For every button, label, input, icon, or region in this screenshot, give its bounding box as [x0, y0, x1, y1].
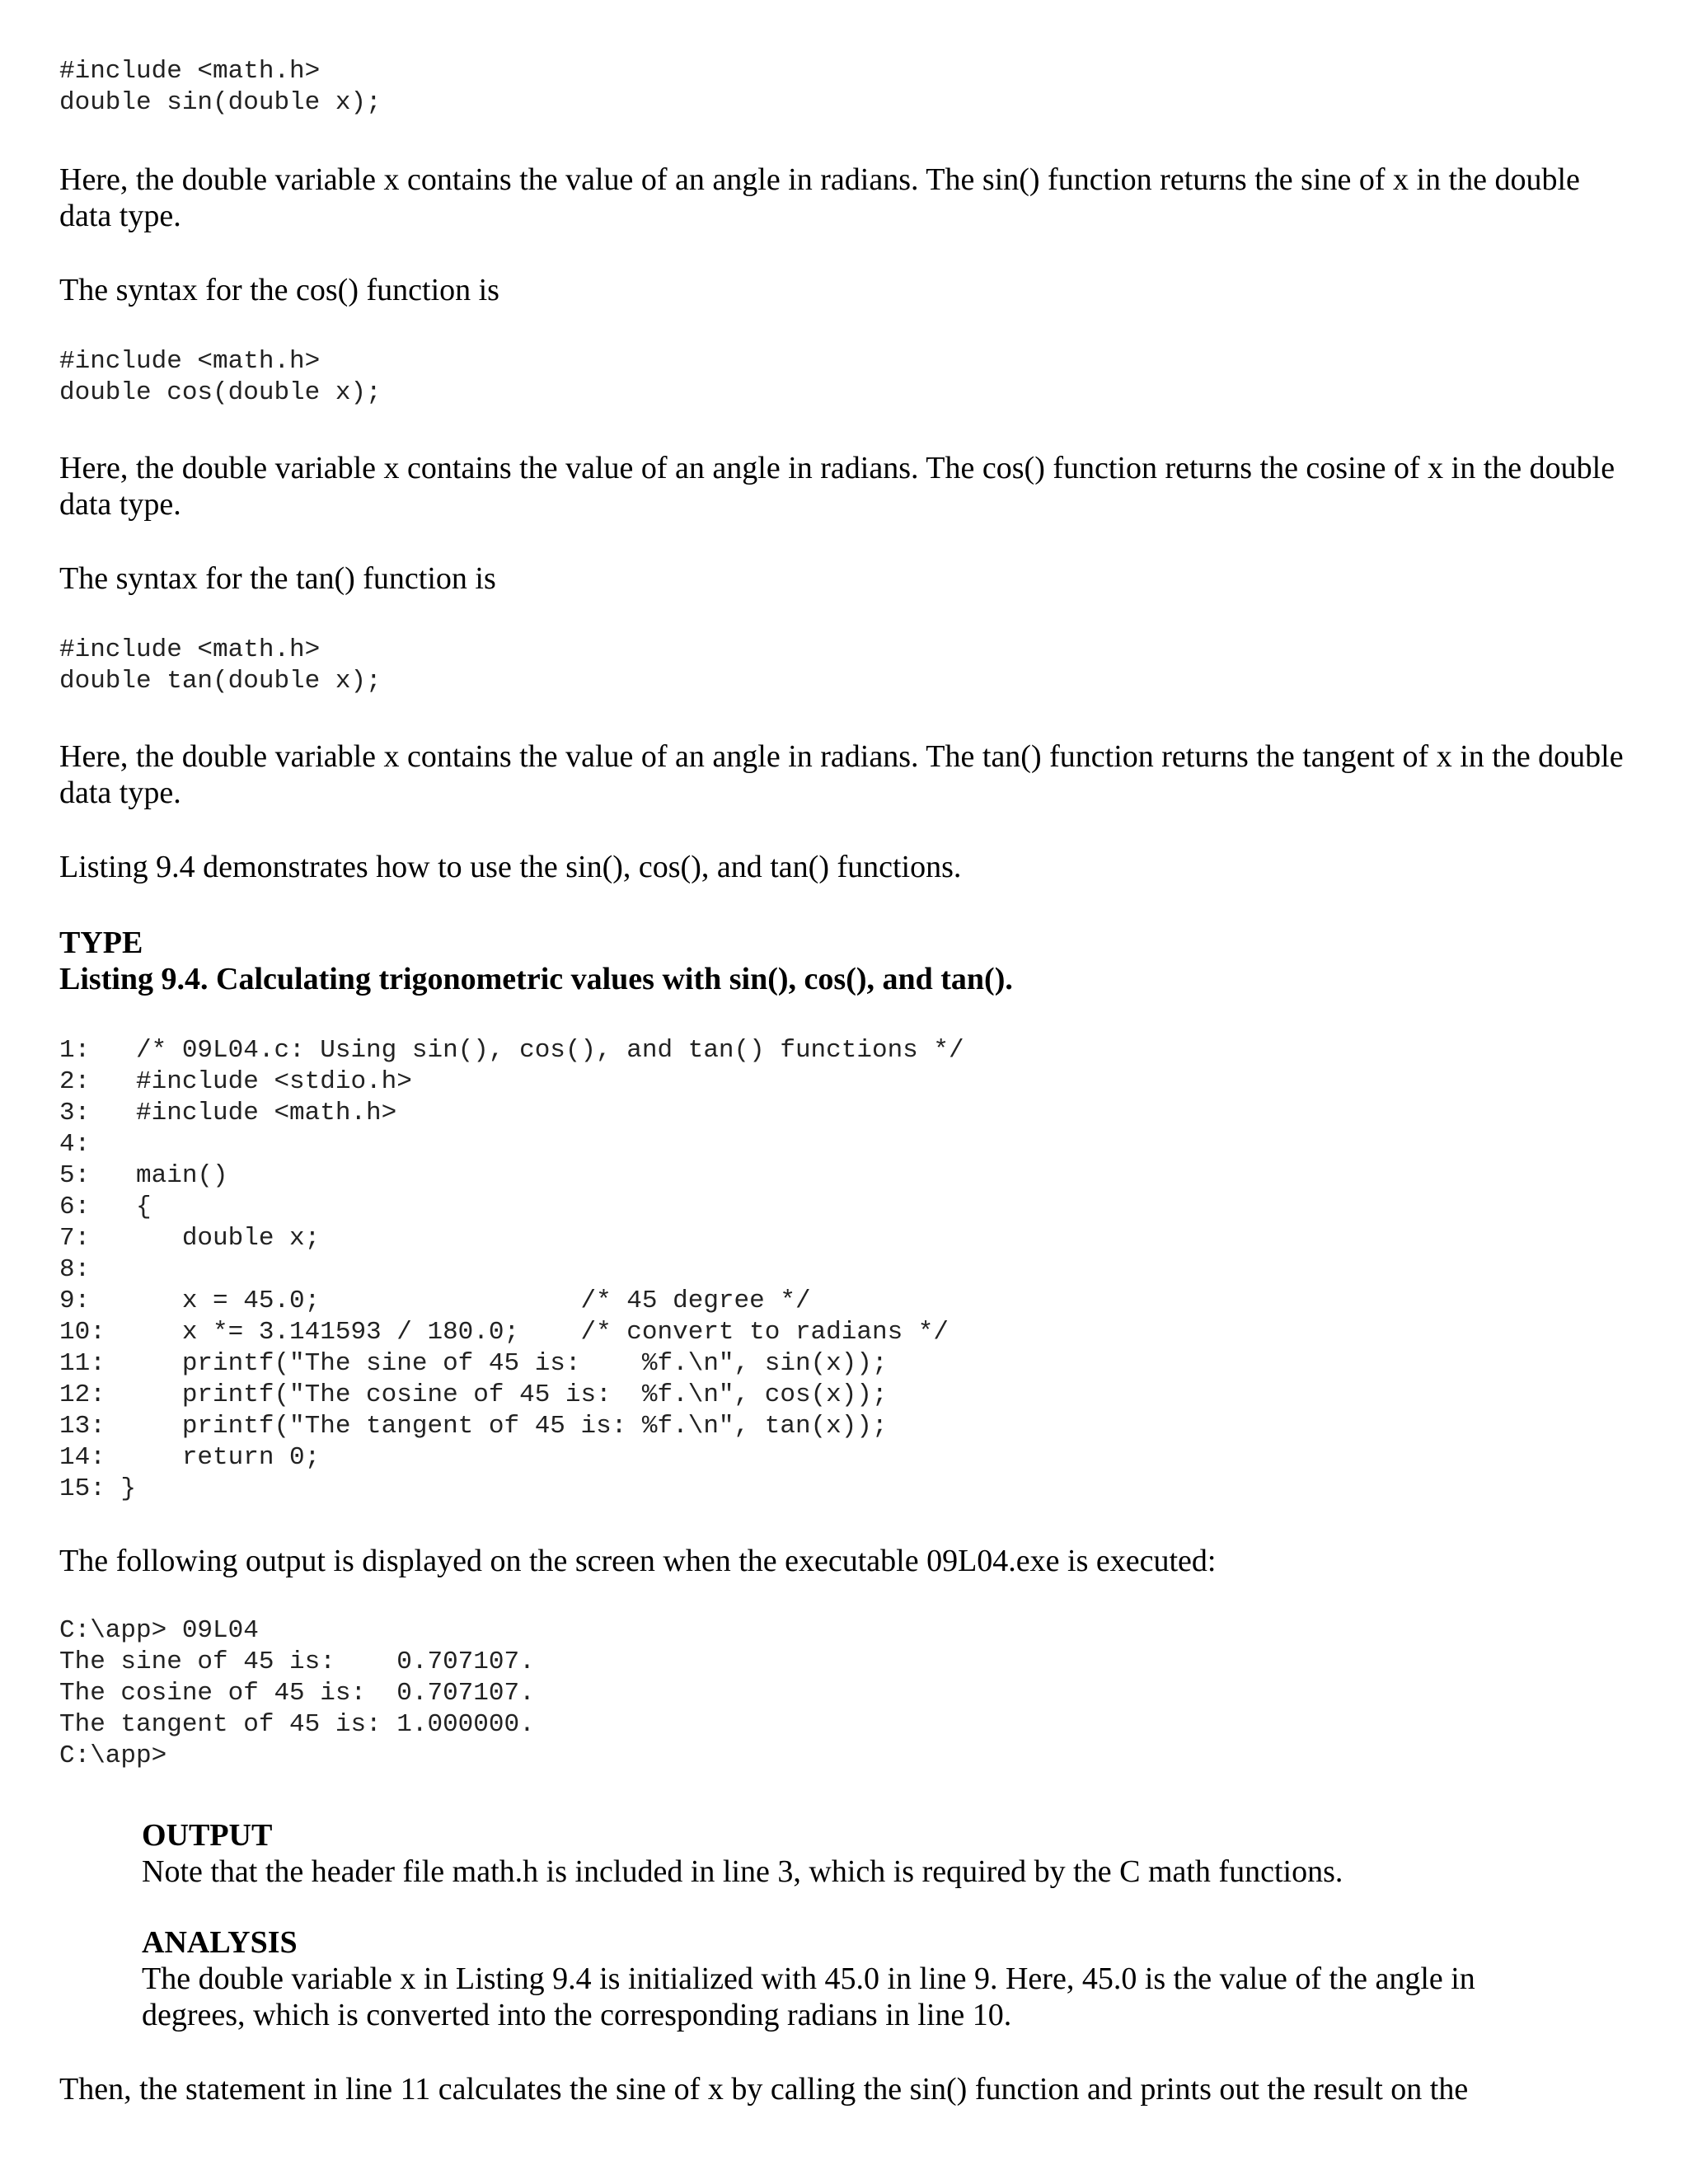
type-label: TYPE [59, 926, 143, 960]
analysis-text: The double variable x in Listing 9.4 is initialized with 45.0 in line 9. Here, 45.0 is the value of the angle in degrees, which is converted into the corresponding radians in line 10. [142, 1961, 1475, 2032]
cos-syntax-intro: The syntax for the cos() function is [59, 273, 499, 307]
program-output: C:\app> 09L04 The sine of 45 is: 0.707107. The cosine of 45 is: 0.707107. The tangent of 45 is: 1.000000. C:\app> [59, 1616, 535, 1770]
output-label: OUTPUT [142, 1818, 273, 1853]
output-note: Note that the header file math.h is included in line 3, which is required by the C math functions. [142, 1854, 1343, 1889]
tan-syntax-code: #include <math.h> double tan(double x); [59, 635, 382, 696]
listing-title: Listing 9.4. Calculating trigonometric values with sin(), cos(), and tan(). [59, 962, 1013, 996]
tan-syntax-intro: The syntax for the tan() function is [59, 561, 496, 596]
tan-description: Here, the double variable x contains the value of an angle in radians. The tan() function returns the tangent of x in the double data type. [59, 739, 1624, 810]
analysis-label: ANALYSIS [142, 1925, 298, 1960]
cos-description: Here, the double variable x contains the value of an angle in radians. The cos() function returns the cosine of x in the double data type. [59, 451, 1615, 522]
cos-syntax-code: #include <math.h> double cos(double x); [59, 347, 382, 407]
output-intro: The following output is displayed on the screen when the executable 09L04.exe is executed: [59, 1544, 1217, 1578]
listing-code: 1: /* 09L04.c: Using sin(), cos(), and tan() functions */ 2: #include <stdio.h> 3: #include <math.h> 4: 5: main() 6: { 7: double x; 8: 9: x = 45.0; /* 45 degree */ 10: x *= 3.141593 / 180.0; /* convert to radians */ 11: printf("The sine of 45 is: %f.\n", sin(x)); 12: printf("The cosine of 45 is: %f.\n", cos(x)); 13: printf("The tangent of 45 is: %f.\n", tan(x)); 14: return 0; 15: } [59, 1036, 964, 1503]
sin-syntax-code: #include <math.h> double sin(double x); [59, 57, 382, 117]
sin-description: Here, the double variable x contains the value of an angle in radians. The sin() function returns the sine of x in the double data type. [59, 162, 1580, 233]
final-paragraph: Then, the statement in line 11 calculates the sine of x by calling the sin() function and prints out the result on the [59, 2072, 1469, 2107]
listing-intro: Listing 9.4 demonstrates how to use the sin(), cos(), and tan() functions. [59, 850, 962, 884]
